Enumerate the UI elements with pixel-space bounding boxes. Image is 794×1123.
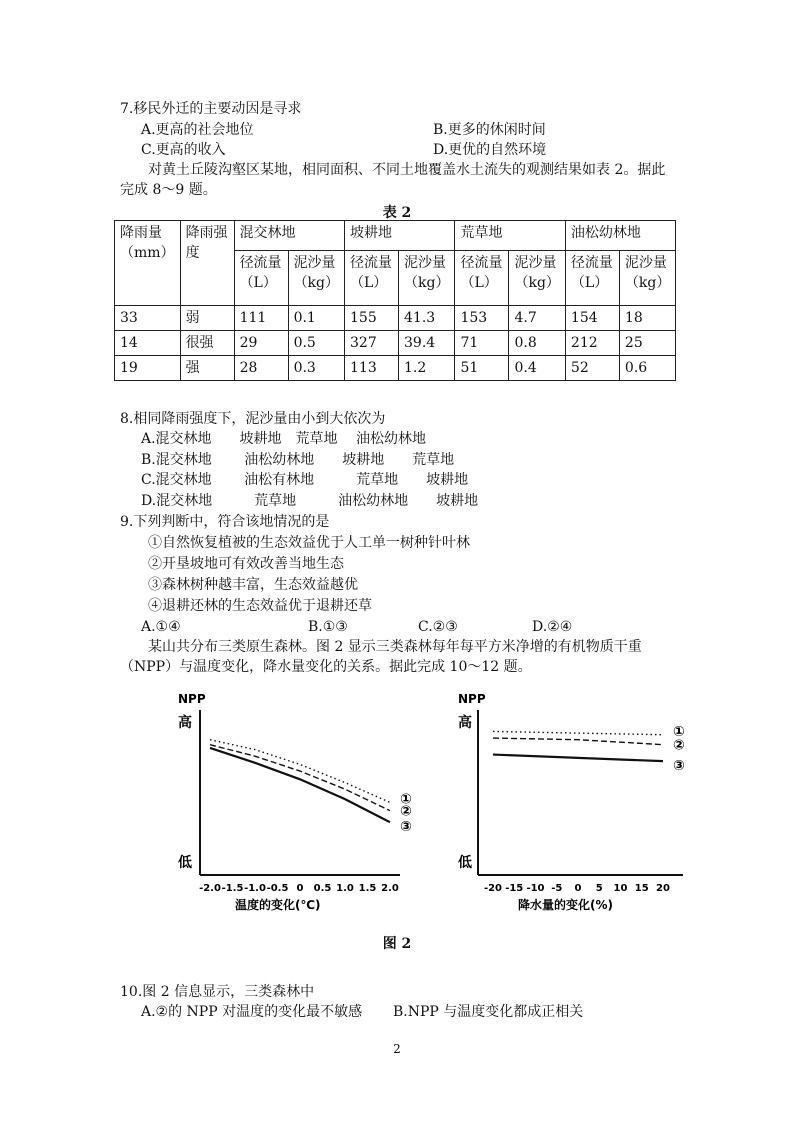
q9-option-d: D.②④ <box>532 619 573 635</box>
header-sediment: 泥沙量（kg） <box>399 251 455 306</box>
table-cell: 39.4 <box>399 331 455 356</box>
q8-option-c: C.混交林地 油松有林地 荒草地 坡耕地 <box>141 472 469 488</box>
table-cell: 51 <box>455 356 509 381</box>
series-line-3 <box>210 748 390 822</box>
table-cell: 0.4 <box>509 356 565 381</box>
x-tick-label: 20 <box>656 883 670 894</box>
series-lines <box>210 740 412 836</box>
header-runoff: 径流量（L） <box>234 251 288 306</box>
table-title: 表 2 <box>382 205 412 221</box>
header-runoff: 径流量（L） <box>565 251 619 306</box>
table-cell: 25 <box>619 331 675 356</box>
header-group: 荒草地 <box>455 221 565 251</box>
q8-option-d: D.混交林地 荒草地 油松幼林地 坡耕地 <box>141 493 479 509</box>
chart-precipitation-svg <box>438 685 698 915</box>
table-cell: 28 <box>234 356 288 381</box>
table-cell: 41.3 <box>399 306 455 331</box>
intro1-line2: 完成 8～9 题。 <box>120 182 217 198</box>
q9-statement-3: ③森林树种越丰富，生态效益越优 <box>148 577 358 593</box>
x-tick-label: -2.0 <box>199 883 221 894</box>
x-tick-label: -1.5 <box>221 883 244 894</box>
series-label-2: ② <box>400 803 412 820</box>
q9-option-b: B.①③ <box>308 619 348 635</box>
header-group: 油松幼林地 <box>565 221 675 251</box>
x-axis-label: 降水量的变化(%) <box>518 898 613 912</box>
header-sediment: 泥沙量（kg） <box>509 251 565 306</box>
x-ticks <box>484 883 670 894</box>
q9-statement-1: ①自然恢复植被的生态效益优于人工单一树种针叶林 <box>148 535 470 551</box>
q8-option-b: B.混交林地 油松幼林地 坡耕地 荒草地 <box>141 452 455 468</box>
x-tick-label: 15 <box>634 883 649 894</box>
q7-option-b: B.更多的休闲时间 <box>433 122 546 138</box>
series-label-1: ① <box>400 791 412 808</box>
q9-stem: 9.下列判断中，符合该地情况的是 <box>120 514 330 530</box>
series-label-2: ② <box>673 737 685 754</box>
header-intensity: 降雨强度 <box>180 221 234 306</box>
q10-stem: 10.图 2 信息显示，三类森林中 <box>120 984 315 1000</box>
table-cell: 0.5 <box>288 331 344 356</box>
q8-stem: 8.相同降雨强度下，泥沙量由小到大依次为 <box>120 411 386 427</box>
table-row <box>115 306 676 331</box>
table-cell: 0.3 <box>288 356 344 381</box>
table-cell: 29 <box>234 331 288 356</box>
series-line-3 <box>493 755 663 762</box>
q9-statement-4: ④退耕还林的生态效益优于退耕还草 <box>148 598 372 614</box>
header-runoff: 径流量（L） <box>345 251 399 306</box>
table-cell: 14 <box>115 331 181 356</box>
header-sediment: 泥沙量（kg） <box>288 251 344 306</box>
table-cell: 154 <box>565 306 619 331</box>
series-label-1: ① <box>673 723 685 740</box>
header-runoff: 径流量（L） <box>455 251 509 306</box>
header-group: 坡耕地 <box>345 221 455 251</box>
intro1-line1: 对黄土丘陵沟壑区某地，相同面积、不同土地覆盖水土流失的观测结果如表 2。据此 <box>148 162 666 178</box>
x-tick-label: 2.0 <box>381 883 399 894</box>
q9-statement-2: ②开垦坡地可有效改善当地生态 <box>148 556 344 572</box>
table-cell: 33 <box>115 306 181 331</box>
y-low-label: 低 <box>458 855 472 871</box>
figure-caption: 图 2 <box>382 936 412 952</box>
table-cell: 0.1 <box>288 306 344 331</box>
q7-option-c: C.更高的收入 <box>141 142 226 158</box>
page-number: 2 <box>393 1042 401 1056</box>
x-tick-label: -0.5 <box>266 883 289 894</box>
table-cell: 155 <box>345 306 399 331</box>
y-high-label: 高 <box>458 715 472 731</box>
q7-option-d: D.更优的自然环境 <box>433 142 547 158</box>
q8-option-a: A.混交林地 坡耕地 荒草地 油松幼林地 <box>141 431 427 447</box>
table-cell: 113 <box>345 356 399 381</box>
x-axis-label: 温度的变化(℃) <box>235 898 321 912</box>
series-label-3: ③ <box>400 819 412 836</box>
table-cell: 153 <box>455 306 509 331</box>
header-group: 混交林地 <box>234 221 344 251</box>
q10-option-a: A.②的 NPP 对温度的变化最不敏感 <box>141 1004 363 1020</box>
intro2-line2: （NPP）与温度变化，降水量变化的关系。据此完成 10～12 题。 <box>120 659 532 675</box>
table-cell: 111 <box>234 306 288 331</box>
table-cell: 1.2 <box>399 356 455 381</box>
series-line-2 <box>493 738 663 745</box>
table-cell: 18 <box>619 306 675 331</box>
table-cell: 4.7 <box>509 306 565 331</box>
x-tick-label: -15 <box>505 883 524 894</box>
x-tick-label: 0 <box>296 883 304 894</box>
q7-stem: 7.移民外迁的主要动因是寻求 <box>120 101 302 117</box>
x-tick-label: -10 <box>526 883 545 894</box>
header-sediment: 泥沙量（kg） <box>619 251 675 306</box>
q9-option-c: C.②③ <box>418 619 458 635</box>
table-row <box>115 356 676 381</box>
x-tick-label: -5 <box>551 883 563 894</box>
data-table <box>114 220 676 381</box>
series-line-1 <box>493 731 663 734</box>
table-row <box>115 331 676 356</box>
q10-option-b: B.NPP 与温度变化都成正相关 <box>393 1004 584 1020</box>
x-tick-label: 0 <box>574 883 582 894</box>
table-cell: 很强 <box>180 331 234 356</box>
table-cell: 强 <box>180 356 234 381</box>
x-tick-label: 5 <box>595 883 603 894</box>
intro2-line1: 某山共分布三类原生森林。图 2 显示三类森林每年每平方米净增的有机物质干重 <box>148 639 642 655</box>
table-cell: 71 <box>455 331 509 356</box>
table-cell: 19 <box>115 356 181 381</box>
table-cell: 0.6 <box>619 356 675 381</box>
table-cell: 212 <box>565 331 619 356</box>
x-tick-label: 0.5 <box>313 883 332 894</box>
x-tick-label: -1.0 <box>244 883 266 894</box>
x-tick-label: 10 <box>613 883 628 894</box>
series-lines <box>493 724 685 774</box>
series-line-2 <box>210 745 390 811</box>
x-tick-label: 1.5 <box>358 883 377 894</box>
chart-temperature <box>160 685 410 919</box>
chart-precipitation <box>438 685 698 919</box>
q9-option-a: A.①④ <box>141 619 181 635</box>
header-rainfall: 降雨量（mm） <box>115 221 181 306</box>
table-cell: 0.8 <box>509 331 565 356</box>
chart-temperature-svg <box>160 685 410 915</box>
table-cell: 327 <box>345 331 399 356</box>
y-axis-label: NPP <box>178 692 206 706</box>
x-ticks <box>199 883 399 894</box>
x-tick-label: 1.0 <box>336 883 354 894</box>
q7-option-a: A.更高的社会地位 <box>141 122 254 138</box>
x-tick-label: -20 <box>483 883 503 894</box>
y-high-label: 高 <box>178 715 192 731</box>
series-label-3: ③ <box>673 758 685 775</box>
y-low-label: 低 <box>178 855 192 871</box>
table-cell: 弱 <box>180 306 234 331</box>
y-axis-label: NPP <box>458 692 486 706</box>
table-cell: 52 <box>565 356 619 381</box>
